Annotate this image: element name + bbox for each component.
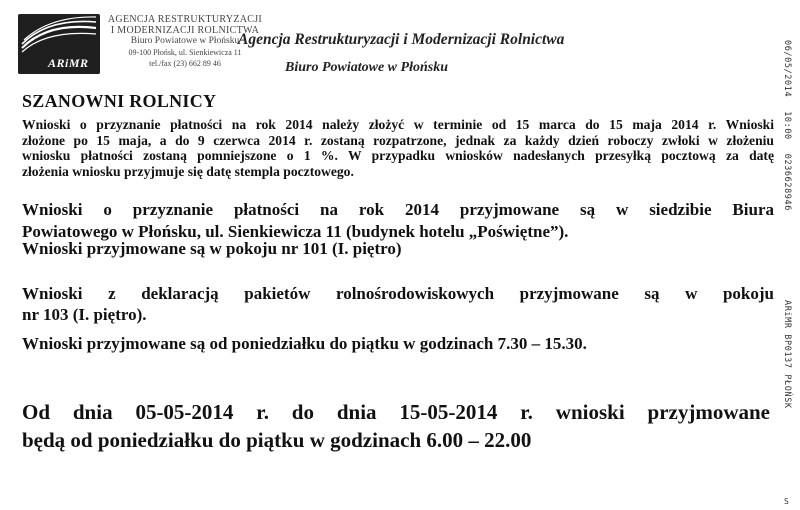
- paragraph-room-103: [22, 283, 774, 325]
- text-line: Wnioski przyjmowane są w pokoju nr 101 (I. piętro): [22, 239, 402, 258]
- agency-title: Agencja Restrukturyzacji i Modernizacji Rolnictwa: [238, 31, 565, 48]
- arimr-logo: [18, 14, 100, 74]
- paragraph-hours: [22, 333, 774, 355]
- stamp-line: tel./fax (23) 662 89 46: [149, 59, 221, 68]
- fax-page-marker: S: [784, 497, 789, 506]
- stamp-line: I MODERNIZACJI ROLNICTWA: [110, 25, 260, 36]
- fax-time: 10:00: [782, 111, 792, 140]
- text-line: wniosku płatności zostaną pomniejszone o 1 %. W przypadku wniosków nadesłanych przesyłką pocztową za datę: [22, 148, 774, 163]
- stamp-line: Biuro Powiatowe w Płońsku: [130, 36, 240, 46]
- text-line: Wnioski o przyznanie płatności na rok 2014 przyjmowane są w siedzibie Biura: [22, 200, 774, 219]
- paragraph-room-101: [22, 238, 774, 259]
- office-title: Biuro Powiatowe w Płońsku: [285, 60, 448, 75]
- logo-text: ARiMR: [48, 56, 89, 70]
- fax-header-strip: [782, 40, 792, 211]
- text-line: Wnioski z deklaracją pakietów rolnośrodowiskowych przyjmowane są w pokoju: [22, 284, 774, 303]
- fax-number: 0236628946: [782, 153, 792, 211]
- text-line: złożone po 15 maja, a do 9 czerwca 2014 r. zostaną rozpatrzone, jednak za każdy dzień roboczy zwłoki w złożeniu: [22, 132, 774, 148]
- stamp-line: AGENCJA RESTRUKTURYZACJI: [107, 14, 263, 25]
- page-heading: SZANOWNI ROLNICY: [22, 91, 217, 111]
- text-line: Wnioski o przyznanie płatności na rok 2014 należy złożyć w terminie od 15 marca do 15 maja 2014 r. Wnioski: [22, 117, 774, 132]
- text-line: Wnioski przyjmowane są od poniedziałku do piątku w godzinach 7.30 – 15.30.: [22, 334, 587, 353]
- paragraph-extended-hours: [22, 398, 770, 454]
- fax-date: 06/05/2014: [782, 40, 792, 98]
- fax-sender: ARiMR BP0137 PŁOŃSK: [782, 300, 792, 409]
- text-line: złożenia wniosku przyjmuje się datę stempla pocztowego.: [22, 163, 354, 179]
- paragraph-location: [22, 199, 774, 243]
- text-line: Od dnia 05-05-2014 r. do dnia 15-05-2014 r. wnioski przyjmowane: [22, 400, 770, 424]
- fax-sender-strip: [782, 300, 792, 409]
- text-line: nr 103 (I. piętro).: [22, 305, 147, 324]
- stamp-line: 09-100 Płońsk, ul. Sienkiewicza 11: [128, 48, 242, 57]
- text-line: będą od poniedziałku do piątku w godzinach 6.00 – 22.00: [22, 428, 532, 452]
- text-line: Powiatowego w Płońsku, ul. Sienkiewicza 11 (budynek hotelu „Poświętne”).: [22, 222, 569, 241]
- paragraph-deadlines: [22, 117, 774, 179]
